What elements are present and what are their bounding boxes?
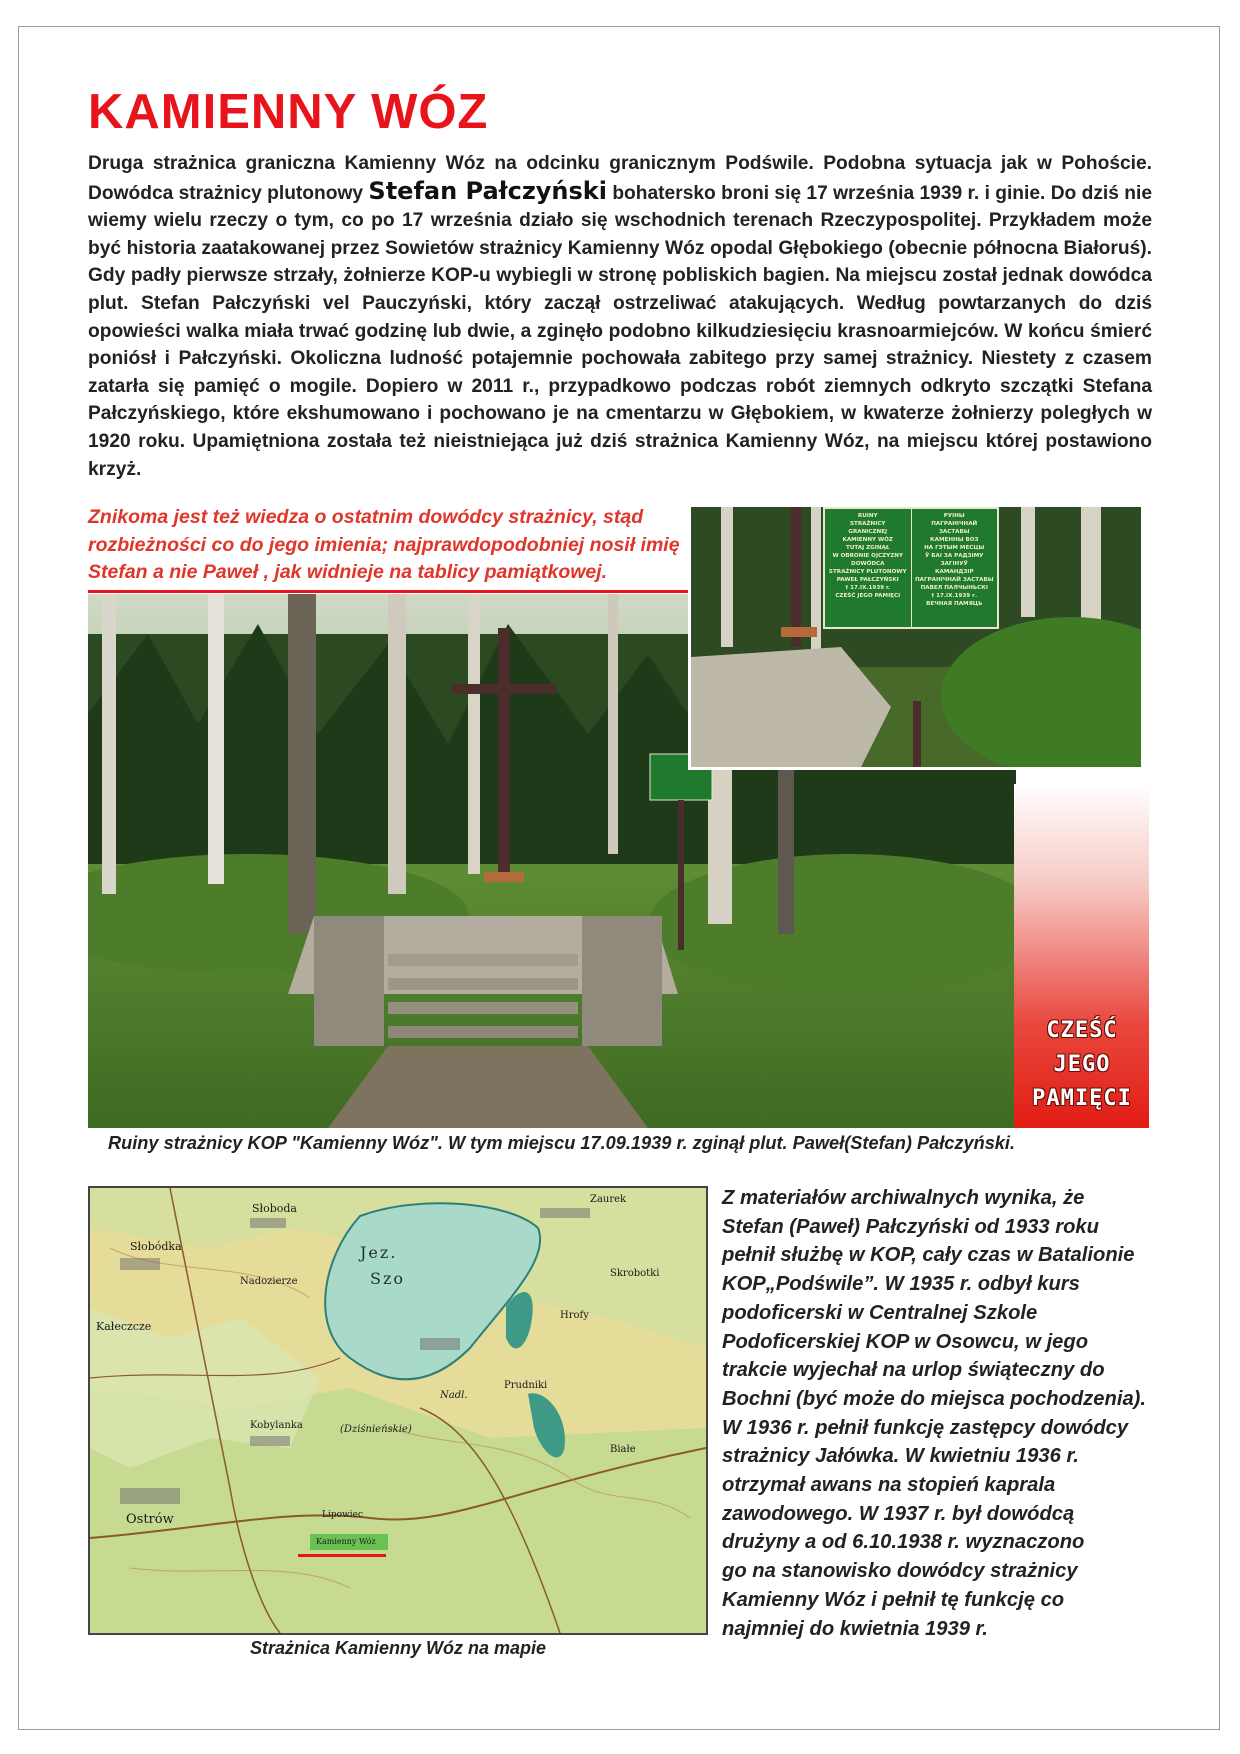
map-label-skrobotki: Skrobotki: [610, 1268, 660, 1279]
map-label-kamienny: Kamienny Wóz: [316, 1537, 376, 1546]
bio-line: drużyny a od 6.10.1938 r. wyznaczono: [722, 1531, 1085, 1554]
map-label-dzisnienskie: (Dziśnieńskie): [340, 1424, 412, 1435]
plaque-line: РУІНЫ: [943, 513, 965, 519]
map-label-kaleczcze: Kałeczcze: [96, 1320, 152, 1333]
plaque-board: [823, 507, 999, 629]
plaque-line: КАМАНДЗІР: [934, 569, 974, 575]
lake-label-line: Jez.: [360, 1243, 398, 1262]
map-caption: Strażnica Kamienny Wóz na mapie: [249, 1638, 547, 1658]
plaque-line: ПАГРАНІЧНАЙ ЗАСТАВЫ: [914, 577, 994, 583]
plaque-line: KAMIENNY WÓZ: [842, 537, 893, 543]
red-underline-rule: [88, 590, 692, 593]
plaque-line: STRAŻNICY: [850, 521, 886, 527]
bio-line: Z materiałów archiwalnych wynika, że: [722, 1187, 1085, 1209]
page-title: KAMIENNY WÓZ: [88, 85, 489, 139]
bio-line: otrzymał awans na stopień kaprala: [722, 1474, 1056, 1497]
bio-line: Kamienny Wóz i pełnił tę funkcję co: [722, 1588, 1065, 1611]
bio-line: KOP„Podświle”. W 1935 r. odbył kurs: [722, 1273, 1080, 1296]
map-label-sloboda: Słoboda: [252, 1202, 297, 1215]
lake-label-line: Szo: [370, 1269, 406, 1288]
plaque-line: † 17.IX.1939 r.: [845, 585, 891, 591]
bio-line: pełnił służbę w KOP, cały czas w Batalionie: [722, 1244, 1135, 1267]
biography-text: [722, 1184, 1162, 1643]
map-label-lake: [360, 1240, 405, 1292]
bio-line: go na stanowisko dowódcy strażnicy: [722, 1560, 1078, 1583]
map-label-prudniki: Prudniki: [504, 1380, 548, 1391]
plaque-line: CZEŚĆ JEGO PAMIĘCI: [835, 593, 901, 599]
plaque-line: PAWEŁ PAŁCZYŃSKI: [836, 577, 899, 583]
plaque-line: DOWÓDCA: [851, 561, 885, 567]
photo-caption: Ruiny strażnicy KOP "Kamienny Wóz". W tym miejscu 17.09.1939 r. zginął plut. Paweł(Stefan) Pałczyński.: [108, 1133, 1016, 1153]
plaque-belarusian-side: [912, 509, 998, 627]
plaque-line: TUTAJ ZGINĄŁ: [846, 545, 890, 551]
plaque-line: ЗАСТАВЫ: [938, 529, 970, 535]
map-label-hrofy: Hrofy: [560, 1310, 589, 1321]
plaque-polish-side: [825, 509, 912, 627]
plaque-photo: [688, 504, 1144, 770]
map-label-lipowiec: Lipowiec: [322, 1510, 363, 1520]
stamp-line: CZEŚĆ: [1046, 1018, 1118, 1043]
map-label-zaurek: Zaurek: [590, 1194, 627, 1205]
map-label-nadozierze: Nadozierze: [240, 1276, 298, 1287]
bio-line: strażnicy Jałówka. W kwietniu 1936 r.: [722, 1445, 1079, 1468]
plaque-line: НА ГЭТЫМ МЕСЦЫ: [924, 545, 985, 551]
plaque-line: Ў БАІ ЗА РАДЗІМУ ЗАГІНУЎ: [925, 553, 984, 567]
historical-map: [88, 1186, 708, 1635]
bio-line: podoficerski w Centralnej Szkole: [722, 1301, 1038, 1324]
plaque-line: КАМЕННЫ ВОЗ: [930, 537, 979, 543]
memorial-stamp: [1020, 1014, 1144, 1116]
map-label-kobylanka: Kobylanka: [250, 1420, 303, 1431]
bio-line: najmniej do kwietnia 1939 r.: [722, 1617, 988, 1640]
map-label-ostrow: Ostrów: [126, 1512, 174, 1527]
plaque-line: STRAŻNICY PLUTONOWY: [828, 569, 907, 575]
stamp-line: JEGO: [1053, 1052, 1111, 1077]
plaque-line: ВЕЧНАЯ ПАМЯЦЬ: [926, 601, 983, 607]
plaque-line: W OBRONIE OJCZYZNY: [832, 553, 904, 559]
bio-line: Bochni (być może do miejsca pochodzenia).: [722, 1387, 1147, 1410]
bio-line: trakcie wyjechał na urlop świąteczny do: [722, 1359, 1105, 1382]
plaque-line: ПАВЕЛ ПАЛЧЫНЬСКІ: [920, 585, 988, 591]
map-label-nadl: Nadl.: [440, 1390, 468, 1401]
intro-text-rest: bohatersko broni się 17 września 1939 r. i ginie. Do dziś nie wiemy wielu rzeczy o tym, co po 17 września działo się wschodnich terenach Rzeczypospolitej. Przykładem może być historia zaatakowanej przez Sowietów strażnicy Kamienny Wóz opodal Głębokiego (obecnie północna Białoruś). Gdy padły pierwsze strzały, żołnierze KOP-u wybiegli w stronę pobliskich bagien. Na miejscu został jednak dowódca plut. Stefan Pałczyński vel Pauczyński, który zaczął ostrzeliwać atakujących. Według powtarzanych do dziś opowieści walka miała trwać godzinę lub dwie, a zginęło podobno kilkudziesięciu krasnoarmiejców. W końcu śmierć poniósł i Pałczyński. Okoliczna ludność potajemnie pochowała zabitego przy samej strażnicy. Niestety z czasem zatarła się pamięć o mogile. Dopiero w 2011 r., przypadkowo podczas robót ziemnych odkryto szczątki Stefana Pałczyńskiego, które ekshumowano i pochowano je na cmentarzu w Głębokiem, w kwaterze żołnierzy poległych w 1920 roku. Upamiętniona została też nieistniejąca już dziś strażnica Kamienny Wóz, na miejscu której postawiono krzyż.: [88, 182, 1152, 480]
commander-name: Stefan Pałczyński: [368, 176, 607, 205]
plaque-line: ПАГРАНІЧНАЙ: [931, 521, 978, 527]
intro-text-start: Druga strażnica graniczna Kamienny Wóz na odcinku granicznym Podświle. Podobna sytuacja jak w Pohoście. Dowódca strażnicy plutonowy: [88, 153, 1152, 204]
bio-line: Podoficerskiej KOP w Osowcu, w jego: [722, 1330, 1089, 1353]
plaque-line: RUINY: [857, 513, 878, 519]
map-label-biale: Białe: [610, 1444, 636, 1455]
plaque-line: † 17.IX.1939 г.: [931, 593, 978, 599]
bio-line: W 1936 r. pełnił funkcję zastępcy dowódcy: [722, 1416, 1129, 1439]
bio-line: Stefan (Paweł) Pałczyński od 1933 roku: [722, 1215, 1099, 1238]
intro-paragraph: [88, 150, 1152, 483]
plaque-line: GRANICZNEJ: [848, 529, 888, 535]
bio-line: zawodowego. W 1937 r. był dowódcą: [722, 1502, 1075, 1525]
map-label-slobodka: Słobódka: [130, 1240, 182, 1253]
name-discrepancy-note: Znikoma jest też wiedza o ostatnim dowódcy strażnicy, stąd rozbieżności co do jego imienia; najprawdopodobniej nosił imię Stefan a nie Paweł , jak widnieje na tablicy pamiątkowej.: [88, 506, 680, 583]
stamp-line: PAMIĘCI: [1032, 1086, 1132, 1111]
